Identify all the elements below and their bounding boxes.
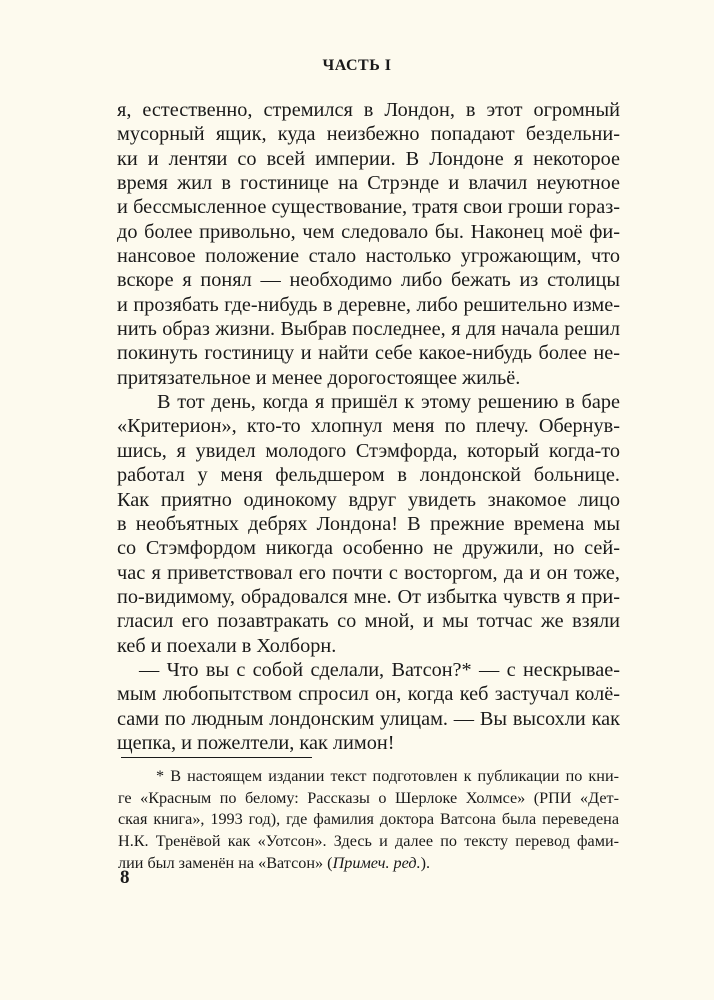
text-line: работал у меня фельдшером в лондонской больнице.: [117, 464, 620, 487]
footnote-line: [118, 853, 619, 875]
footnote-text: лии был заменён на «Ватсон» (: [118, 853, 333, 872]
text-line: щепка, и пожелтели, как лимон!: [117, 731, 395, 754]
text-line: мусорный ящик, куда неизбежно попадают бездельни-: [117, 123, 620, 146]
footnote-line: ская книга», 1993 год), где фамилия доктора Ватсона была переведена: [118, 810, 619, 829]
text-line: в необъятных дебрях Лондона! В прежние времена мы: [117, 512, 620, 535]
text-line: и бессмысленное существование, тратя свои гроши гораз-: [117, 196, 620, 219]
paragraph: [117, 390, 620, 658]
text-line: гласил его позавтракать со мной, и мы тотчас же взяли: [117, 610, 620, 633]
text-line: В тот день, когда я пришёл к этому решению в баре: [157, 391, 620, 414]
text-line: я, естественно, стремился в Лондон, в этот огромный: [117, 99, 620, 121]
text-line: и прозябать где-нибудь в деревне, либо решительно изме-: [117, 293, 620, 316]
text-line: до более привольно, чем следовало бы. Наконец моё фи-: [117, 220, 620, 243]
footnote: [118, 766, 619, 874]
editor-note: Примеч. ред.: [332, 853, 421, 872]
text-line: вскоре я понял — необходимо либо бежать из столицы: [117, 269, 620, 292]
text-line: по-видимому, обрадовался мне. От избытка чувств я при-: [117, 585, 620, 608]
text-line: нансовое положение стало настолько угрожающим, что: [117, 245, 620, 268]
text-line: покинуть гостиницу и найти себе какое-нибудь более не-: [117, 342, 620, 365]
footnote-line: * В настоящем издании текст подготовлен к публикации по кни-: [156, 767, 619, 785]
text-line: «Критерион», кто-то хлопнул меня по плечу. Обернув-: [117, 415, 620, 438]
footnote-separator: [121, 757, 312, 758]
text-line: нить образ жизни. Выбрав последнее, я для начала решил: [117, 318, 620, 341]
body-text: [117, 98, 620, 755]
text-line: ки и лентяи со всей империи. В Лондоне я некоторое: [117, 147, 620, 170]
text-line: час я приветствовал его почти с восторгом, да и он тоже,: [117, 561, 620, 584]
text-line: кеб и поехали в Холборн.: [117, 634, 337, 657]
text-line: шись, я увидел молодого Стэмфорда, который когда-то: [117, 439, 620, 462]
text-line: притязательное и менее дорогостоящее жильё.: [117, 366, 521, 389]
footnote-line: Н.К. Тренёвой как «Уотсон». Здесь и далее по тексту перевод фами-: [118, 832, 619, 851]
running-header: ЧАСТЬ I: [322, 57, 392, 74]
footnote-line: ге «Красным по белому: Рассказы о Шерлоке Холмсе» (РПИ «Дет-: [118, 788, 619, 807]
text-line: сами по людным лондонским улицам. — Вы высохли как: [117, 707, 620, 730]
text-line: Как приятно одинокому вдруг увидеть знакомое лицо: [117, 488, 620, 511]
footnote-text: ).: [420, 853, 431, 872]
text-line: мым любопытством спросил он, когда кеб застучал колё-: [117, 683, 620, 706]
page-number: 8: [120, 867, 130, 888]
paragraph: [117, 658, 620, 755]
text-line: со Стэмфордом никогда особенно не дружили, но сей-: [117, 537, 620, 560]
text-line: — Что вы с собой сделали, Ватсон?* — с нескрывае-: [139, 658, 620, 681]
paragraph: [117, 98, 620, 390]
text-line: время жил в гостинице на Стрэнде и влачил неуютное: [117, 172, 620, 195]
